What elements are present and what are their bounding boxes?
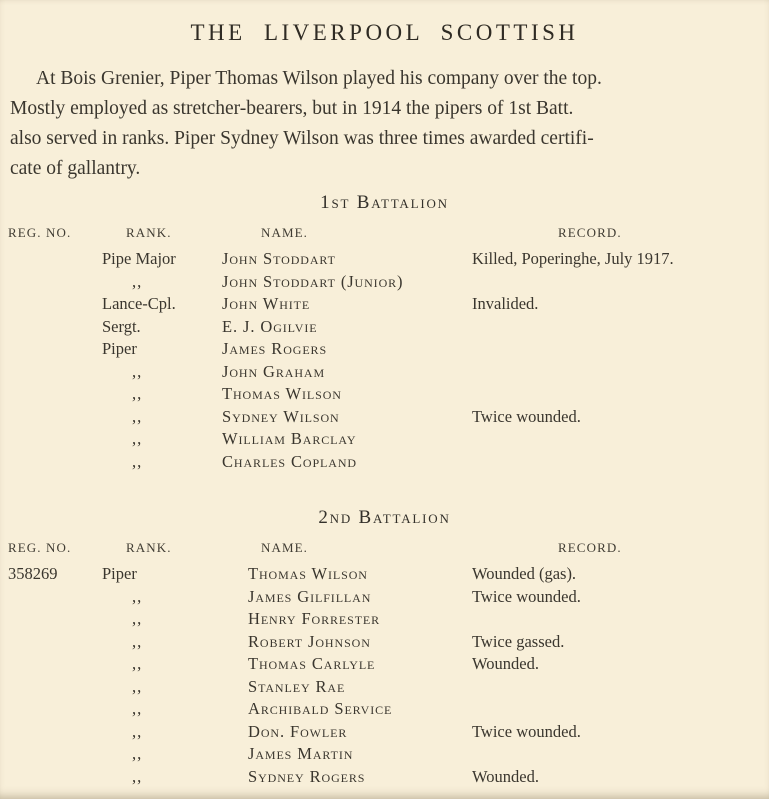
cell-name: James Rogers [222,339,328,358]
cell-reg_no [6,248,96,271]
cell-rank: ,, [132,361,143,381]
table-row [6,608,763,631]
table-row [6,676,763,699]
cell-reg_no [6,586,96,609]
cell-reg_no [6,316,96,339]
column-header: REG. NO. [8,225,72,240]
cell-name: John Stoddart (Junior) [222,271,404,291]
cell-rank: Piper [102,339,137,358]
cell-record [466,451,763,474]
cell-record: Wounded (gas). [472,564,577,583]
intro-line: At Bois Grenier, Piper Thomas Wilson played his company over the top. [36,68,602,89]
cell-name: E. J. Ogilvie [222,316,318,336]
cell-reg_no [6,451,96,474]
table-row [6,406,763,429]
cell-reg_no [6,743,96,766]
table-row [6,766,763,789]
cell-reg_no [6,406,96,429]
cell-name: Henry Forrester [248,609,381,628]
table-row [6,361,763,384]
column-header: RANK. [126,225,172,240]
cell-rank: ,, [132,384,143,403]
battalion-table-1 [6,224,763,473]
cell-rank: ,, [132,631,143,651]
section-heading-1st-battalion: 1st Battalion [320,192,449,213]
cell-record [466,361,763,384]
cell-name: Robert Johnson [248,631,371,651]
cell-name: Sydney Rogers [248,766,366,786]
table-header-row [6,224,763,242]
cell-reg_no [6,766,96,789]
cell-name: Charles Copland [222,451,357,471]
cell-reg_no [6,698,96,721]
table-row [6,721,763,744]
cell-rank: ,, [132,744,143,763]
cell-rank: ,, [132,406,143,426]
cell-record [466,316,763,339]
table-row [6,248,763,271]
cell-record [466,271,763,294]
cell-record [466,676,763,699]
section-heading-2nd-battalion: 2nd Battalion [318,507,451,528]
battalion-table-2 [6,539,763,788]
cell-reg_no [6,271,96,294]
cell-name: Sydney Wilson [222,406,340,426]
cell-reg_no [6,361,96,384]
cell-reg_no [6,293,96,316]
cell-rank: Pipe Major [102,249,176,268]
cell-reg_no [6,383,96,406]
cell-reg_no [6,608,96,631]
cell-name: Thomas Wilson [248,564,368,583]
intro-line: Mostly employed as stretcher-bearers, but in 1914 the pipers of 1st Batt. [10,98,574,119]
cell-record: Wounded. [472,766,539,786]
cell-record: Twice wounded. [472,721,581,741]
cell-reg_no [6,338,96,361]
cell-record [466,428,763,451]
cell-rank: ,, [132,654,143,673]
cell-rank: ,, [132,586,143,606]
table-row [6,271,763,294]
intro-line: also served in ranks. Piper Sydney Wilson was three times awarded certifi- [10,128,594,149]
cell-record: Twice gassed. [472,631,565,651]
cell-record: Wounded. [472,654,539,673]
cell-record [466,743,763,766]
cell-rank: ,, [132,676,143,696]
cell-name: Don. Fowler [248,721,348,741]
cell-rank: ,, [132,451,143,471]
cell-name: James Martin [248,744,354,763]
cell-name: Stanley Rae [248,676,346,696]
cell-record: Invalided. [472,294,539,313]
table-row [6,563,763,586]
cell-reg_no [6,676,96,699]
intro-paragraph [10,64,759,184]
cell-rank: Lance-Cpl. [102,294,176,313]
cell-name: Archibald Service [248,699,393,718]
table-row [6,743,763,766]
cell-rank: ,, [132,271,143,291]
cell-reg_no [6,721,96,744]
column-header: NAME. [261,540,309,555]
cell-reg_no: 358269 [8,564,58,583]
table-row [6,653,763,676]
cell-rank: Piper [102,564,137,583]
table-row [6,631,763,654]
cell-reg_no [6,653,96,676]
cell-rank: ,, [132,609,143,628]
cell-name: John White [222,294,311,313]
table-row [6,338,763,361]
cell-rank: ,, [132,721,143,741]
cell-name: Thomas Carlyle [248,654,376,673]
cell-record: Twice wounded. [472,406,581,426]
cell-record: Twice wounded. [472,586,581,606]
column-header: REG. NO. [8,540,72,555]
column-header: RECORD. [558,225,622,240]
cell-record [466,698,763,721]
cell-record [466,608,763,631]
cell-rank: Sergt. [102,316,141,336]
table-row [6,451,763,474]
cell-record [466,338,763,361]
column-header: RECORD. [558,540,622,555]
page-title: THE LIVERPOOL SCOTTISH [190,20,579,45]
battalion-section-1 [6,192,763,473]
cell-rank: ,, [132,766,143,786]
cell-reg_no [6,631,96,654]
cell-name: John Graham [222,361,326,381]
cell-name: James Gilfillan [248,586,372,606]
column-header: NAME. [261,225,309,240]
column-header: RANK. [126,540,172,555]
table-row [6,428,763,451]
cell-record: Killed, Poperinghe, July 1917. [472,249,674,268]
table-row [6,316,763,339]
table-row [6,383,763,406]
table-row [6,698,763,721]
table-row [6,293,763,316]
battalion-section-2 [6,507,763,788]
table-header-row [6,539,763,557]
table-row [6,586,763,609]
cell-record [466,383,763,406]
cell-name: Thomas Wilson [222,384,342,403]
cell-rank: ,, [132,429,143,448]
cell-rank: ,, [132,699,143,718]
cell-name: William Barclay [222,429,357,448]
cell-reg_no [6,428,96,451]
cell-name: John Stoddart [222,249,336,268]
intro-line: cate of gallantry. [10,158,141,179]
